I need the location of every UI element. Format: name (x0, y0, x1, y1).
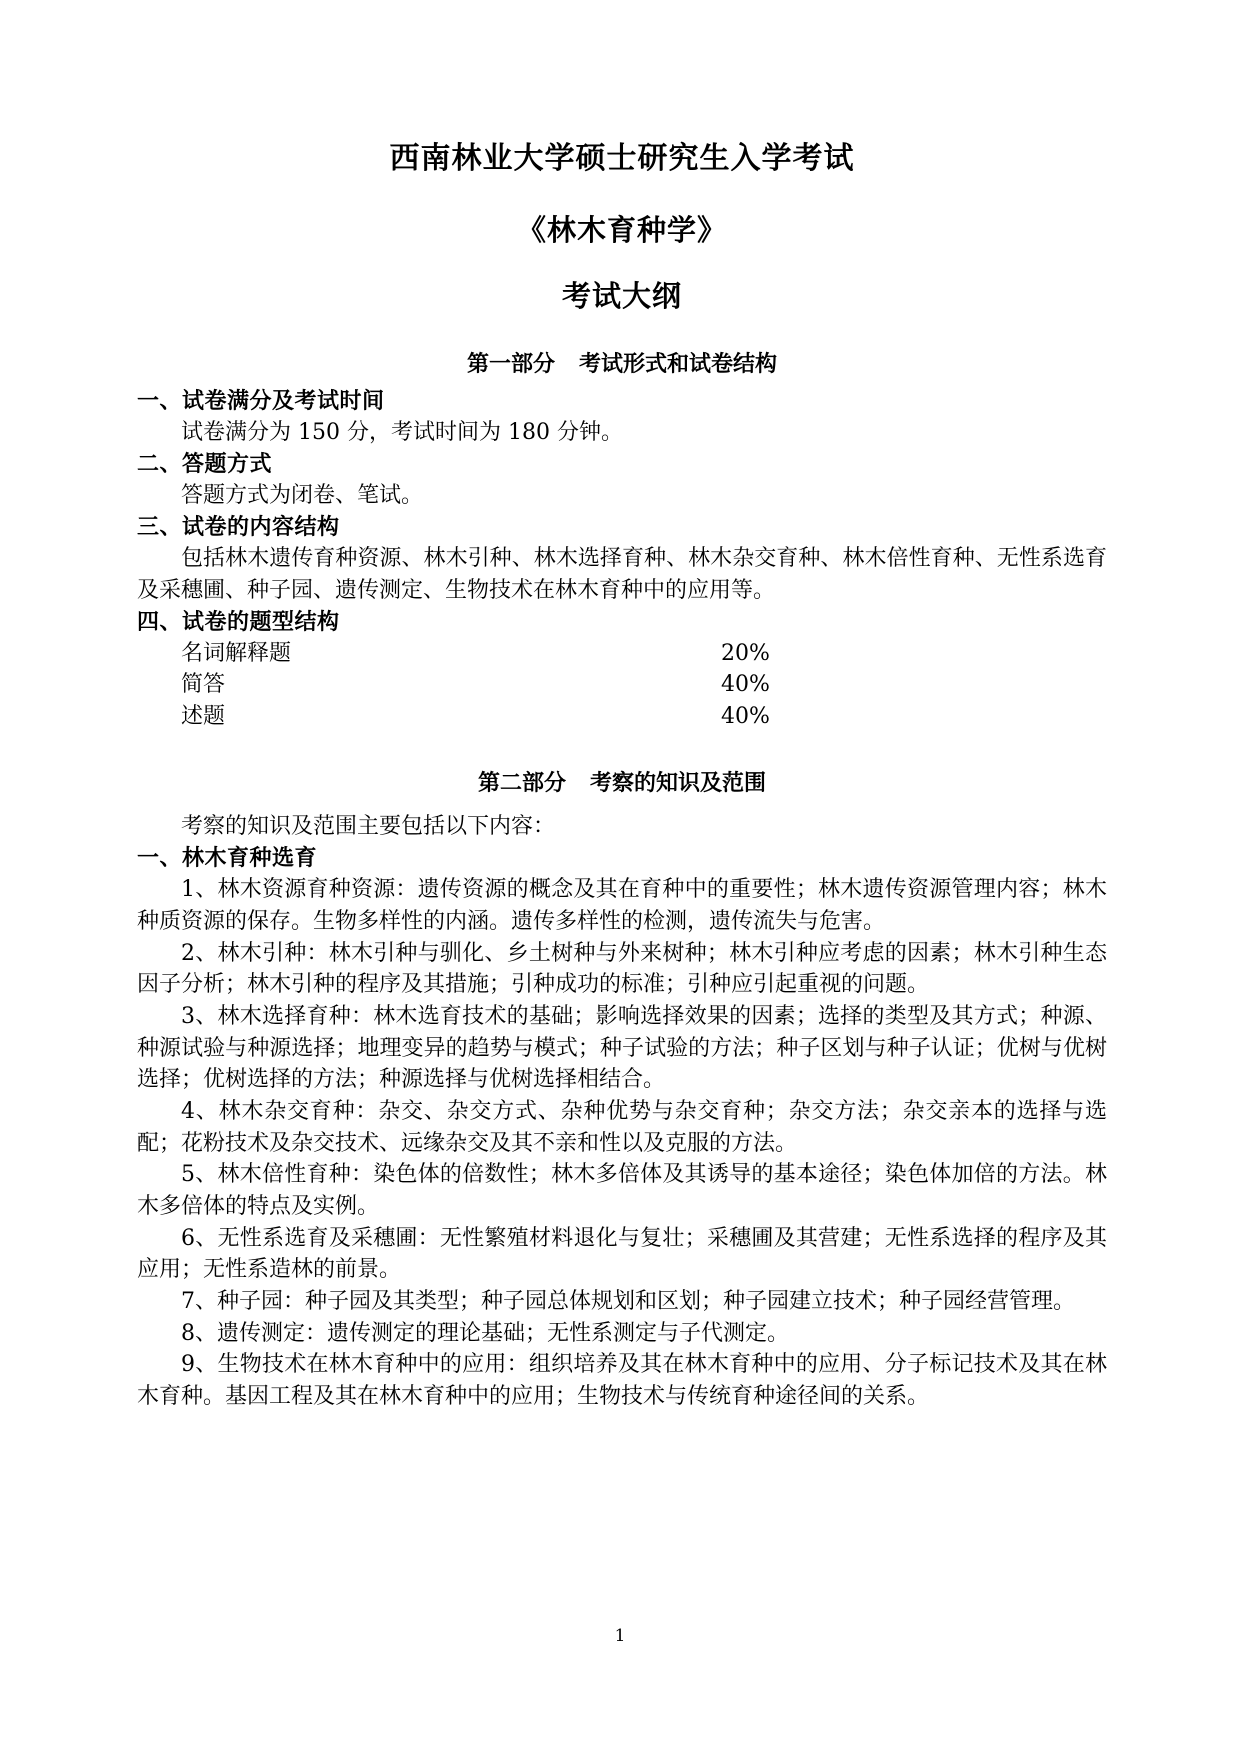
part-one-title: 考试形式和试卷结构 (579, 350, 778, 377)
knowledge-item-6: 6、无性系选育及采穗圃：无性繁殖材料退化与复壮；采穗圃及其营建；无性系选择的程序及其应用；无性系造林的前景。 (137, 1225, 1107, 1283)
knowledge-item-8: 8、遗传测定：遗传测定的理论基础；无性系测定与子代测定。 (181, 1320, 789, 1346)
section-header-3: 三、试卷的内容结构 (137, 514, 340, 540)
subject-title: 《林木育种学》 (516, 213, 727, 247)
part-two-intro: 考察的知识及范围主要包括以下内容： (181, 814, 556, 840)
question-type-weight: 40% (721, 672, 770, 698)
table-row (137, 638, 1107, 670)
part-two-section-header: 一、林木育种选育 (137, 845, 318, 872)
knowledge-item-7: 7、种子园：种子园及其类型；种子园总体规划和区划；种子园建立技术；种子园经营管理。 (181, 1289, 1076, 1315)
page-title: 西南林业大学硕士研究生入学考试 (389, 141, 855, 176)
document-content (137, 0, 1107, 1413)
knowledge-item-2: 2、林木引种：林木引种与驯化、乡土树种与外来树种；林木引种应考虑的因素；林木引种生态因子分析；林木引种的程序及其措施；引种成功的标准；引种应引起重视的问题。 (137, 940, 1107, 998)
document-type-title: 考试大纲 (561, 278, 682, 313)
question-type-weight: 40% (721, 704, 770, 730)
question-type-weight: 20% (721, 640, 770, 666)
part-two-title: 考察的知识及范围 (590, 769, 767, 796)
question-type-table (137, 638, 1107, 733)
part-one-heading (137, 350, 1107, 379)
knowledge-item-3: 3、林木选择育种：林木选育技术的基础；影响选择效果的因素；选择的类型及其方式；种源、种源试验与种源选择；地理变异的趋势与模式；种子试验的方法；种子区划与种子认证；优树与优树选择；优树选择的方法；种源选择与优树选择相结合。 (137, 1004, 1107, 1093)
question-type-name: 述题 (181, 704, 226, 730)
question-type-name: 简答 (181, 672, 226, 698)
knowledge-item-1: 1、林木资源育种资源：遗传资源的概念及其在育种中的重要性；林木遗传资源管理内容；林木种质资源的保存。生物多样性的内涵。遗传多样性的检测，遗传流失与危害。 (137, 877, 1107, 934)
section-body-3: 包括林木遗传育种资源、林木引种、林木选择育种、林木杂交育种、林木倍性育种、无性系选育及采穗圃、种子园、遗传测定、生物技术在林木育种中的应用等。 (137, 546, 1107, 603)
section-body-1: 试卷满分为 150 分，考试时间为 180 分钟。 (181, 420, 623, 446)
knowledge-item-5: 5、林木倍性育种：染色体的倍数性；林木多倍体及其诱导的基本途径；染色体加倍的方法。林木多倍体的特点及实例。 (137, 1162, 1107, 1220)
knowledge-item-9: 9、生物技术在林木育种中的应用：组织培养及其在林木育种中的应用、分子标记技术及其在林木育种。基因工程及其在林木育种中的应用；生物技术与传统育种途径间的关系。 (137, 1352, 1107, 1410)
question-type-name: 名词解释题 (181, 640, 292, 666)
knowledge-item-4: 4、林木杂交育种：杂交、杂交方式、杂种优势与杂交育种；杂交方法；杂交亲本的选择与选配；花粉技术及杂交技术、远缘杂交及其不亲和性以及克服的方法。 (137, 1099, 1107, 1156)
section-header-4: 四、试卷的题型结构 (137, 608, 340, 635)
section-header-1: 一、试卷满分及考试时间 (137, 388, 385, 415)
part-two-label: 第二部分 (477, 769, 566, 796)
part-one-label: 第一部分 (466, 350, 555, 377)
page-number: 1 (614, 1626, 626, 1646)
table-row (137, 701, 1107, 733)
section-body-2: 答题方式为闭卷、笔试。 (181, 483, 424, 509)
section-header-2: 二、答题方式 (137, 451, 273, 478)
part-two-heading (137, 769, 1107, 798)
table-row (137, 669, 1107, 701)
